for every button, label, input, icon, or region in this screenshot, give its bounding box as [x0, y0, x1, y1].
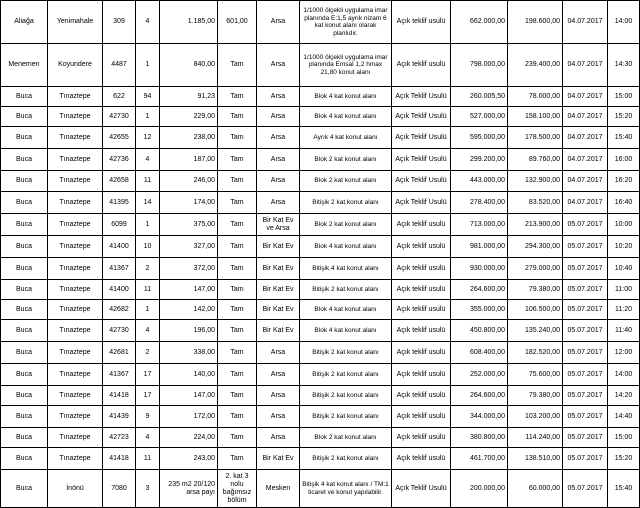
cell-district: Buca	[1, 300, 48, 320]
cell-block: 42730	[103, 320, 136, 342]
cell-deposit: 114.240,00	[508, 428, 563, 448]
cell-parcel: 2	[136, 258, 160, 280]
cell-zoning: Bitişik 4 kat konut alanı	[300, 258, 392, 280]
cell-district: Buca	[1, 470, 48, 508]
cell-area: 235 m2 20/120 arsa payı	[160, 470, 218, 508]
table-row	[1, 470, 640, 508]
table-row	[1, 300, 640, 320]
cell-parcel: 3	[136, 470, 160, 508]
cell-share: Tam	[218, 342, 257, 364]
cell-block: 42723	[103, 428, 136, 448]
cell-auction-method: Açık teklif usulü	[392, 214, 451, 236]
cell-deposit: 83.520,00	[508, 192, 563, 214]
cell-zoning: 1/1000 ölçekli uygulama imar planında E:1,5 ayrık nizam 6 kat konut alanı olarak planlıdır.	[300, 1, 392, 44]
cell-parcel: 4	[136, 320, 160, 342]
cell-time: 15:20	[608, 448, 640, 470]
cell-deposit: 106.500,00	[508, 300, 563, 320]
table-row	[1, 236, 640, 258]
cell-neighborhood: Tınaztepe	[48, 300, 103, 320]
cell-time: 10:00	[608, 214, 640, 236]
cell-area: 196,00	[160, 320, 218, 342]
cell-zoning: Bitişik 4 kat konut alanı / TM:1 ticaret ve konut yapılabilir.	[300, 470, 392, 508]
cell-block: 4487	[103, 44, 136, 87]
cell-zoning: Blok 2 kat konut alanı	[300, 171, 392, 192]
cell-share: Tam	[218, 406, 257, 428]
cell-deposit: 79.380,00	[508, 280, 563, 300]
cell-district: Menemen	[1, 44, 48, 87]
cell-neighborhood: Tınaztepe	[48, 171, 103, 192]
cell-deposit: 138.510,00	[508, 448, 563, 470]
cell-block: 42736	[103, 149, 136, 171]
cell-district: Buca	[1, 364, 48, 386]
cell-area: 243,00	[160, 448, 218, 470]
cell-district: Buca	[1, 127, 48, 149]
cell-area: 142,00	[160, 300, 218, 320]
cell-block: 41418	[103, 386, 136, 406]
cell-parcel: 11	[136, 448, 160, 470]
cell-district: Buca	[1, 448, 48, 470]
cell-district: Buca	[1, 428, 48, 448]
cell-zoning: Bitişik 2 kat konut alanı	[300, 448, 392, 470]
table-row	[1, 107, 640, 127]
cell-district: Buca	[1, 107, 48, 127]
cell-neighborhood: Tınaztepe	[48, 127, 103, 149]
cell-deed-type: Arsa	[257, 107, 300, 127]
table-row	[1, 44, 640, 87]
cell-area: 372,00	[160, 258, 218, 280]
table-row	[1, 406, 640, 428]
cell-area: 840,00	[160, 44, 218, 87]
cell-auction-method: Açık teklif usulü	[392, 364, 451, 386]
cell-block: 7080	[103, 470, 136, 508]
cell-deed-type: Arsa	[257, 87, 300, 107]
cell-date: 05.07.2017	[563, 258, 608, 280]
cell-time: 12:00	[608, 342, 640, 364]
cell-auction-method: Açık Teklif Usulü	[392, 107, 451, 127]
cell-deed-type: Arsa	[257, 127, 300, 149]
cell-estimated-value: 981.000,00	[451, 236, 508, 258]
cell-block: 622	[103, 87, 136, 107]
cell-area: 327,00	[160, 236, 218, 258]
cell-auction-method: Açık teklif usulü	[392, 448, 451, 470]
cell-estimated-value: 930.000,00	[451, 258, 508, 280]
cell-zoning: Bitişik 2 kat konut alanı	[300, 364, 392, 386]
table-row	[1, 280, 640, 300]
cell-district: Buca	[1, 406, 48, 428]
cell-deposit: 213.900,00	[508, 214, 563, 236]
cell-neighborhood: Tınaztepe	[48, 149, 103, 171]
cell-neighborhood: Tınaztepe	[48, 364, 103, 386]
cell-estimated-value: 299.200,00	[451, 149, 508, 171]
cell-estimated-value: 443.000,00	[451, 171, 508, 192]
cell-date: 04.07.2017	[563, 171, 608, 192]
cell-share: Tam	[218, 320, 257, 342]
table-row	[1, 342, 640, 364]
cell-share: Tam	[218, 448, 257, 470]
cell-district: Buca	[1, 386, 48, 406]
cell-district: Buca	[1, 87, 48, 107]
cell-deposit: 79.380,00	[508, 386, 563, 406]
cell-auction-method: Açık teklif usulü	[392, 258, 451, 280]
cell-area: 1.185,00	[160, 1, 218, 44]
cell-time: 15:00	[608, 87, 640, 107]
cell-zoning: Bitişik 2 kat konut alanı	[300, 280, 392, 300]
auction-table-body	[1, 1, 640, 508]
cell-area: 172,00	[160, 406, 218, 428]
cell-deed-type: Arsa	[257, 44, 300, 87]
cell-zoning: Blok 4 kat konut alanı	[300, 300, 392, 320]
cell-date: 05.07.2017	[563, 448, 608, 470]
cell-zoning: Blok 2 kat konut alanı	[300, 214, 392, 236]
cell-auction-method: Açık teklif usulü	[392, 1, 451, 44]
cell-neighborhood: Tınaztepe	[48, 258, 103, 280]
cell-deposit: 182.520,00	[508, 342, 563, 364]
cell-date: 05.07.2017	[563, 364, 608, 386]
cell-deed-type: Arsa	[257, 428, 300, 448]
cell-time: 11:20	[608, 300, 640, 320]
cell-deposit: 60.000,00	[508, 470, 563, 508]
cell-date: 04.07.2017	[563, 1, 608, 44]
cell-estimated-value: 608.400,00	[451, 342, 508, 364]
table-row	[1, 214, 640, 236]
cell-date: 05.07.2017	[563, 470, 608, 508]
cell-deposit: 178.500,00	[508, 127, 563, 149]
cell-deed-type: Arsa	[257, 406, 300, 428]
cell-block: 41439	[103, 406, 136, 428]
cell-date: 05.07.2017	[563, 386, 608, 406]
cell-neighborhood: Tınaztepe	[48, 406, 103, 428]
cell-date: 05.07.2017	[563, 214, 608, 236]
cell-zoning: Blok 4 kat konut alanı	[300, 236, 392, 258]
cell-estimated-value: 264.600,00	[451, 280, 508, 300]
cell-date: 04.07.2017	[563, 87, 608, 107]
cell-share: Tam	[218, 171, 257, 192]
cell-district: Buca	[1, 258, 48, 280]
cell-time: 14:40	[608, 406, 640, 428]
cell-date: 04.07.2017	[563, 127, 608, 149]
cell-estimated-value: 527.000,00	[451, 107, 508, 127]
cell-block: 41400	[103, 280, 136, 300]
table-row	[1, 386, 640, 406]
cell-block: 41418	[103, 448, 136, 470]
cell-share: Tam	[218, 280, 257, 300]
cell-date: 04.07.2017	[563, 149, 608, 171]
cell-district: Aliağa	[1, 1, 48, 44]
cell-deed-type: Bir Kat Ev	[257, 448, 300, 470]
cell-date: 04.07.2017	[563, 44, 608, 87]
cell-block: 42658	[103, 171, 136, 192]
cell-estimated-value: 200.000,00	[451, 470, 508, 508]
cell-parcel: 1	[136, 44, 160, 87]
cell-auction-method: Açık Teklif Usulü	[392, 127, 451, 149]
cell-deposit: 103.200,00	[508, 406, 563, 428]
cell-auction-method: Açık Teklif Usulü	[392, 470, 451, 508]
cell-block: 41400	[103, 236, 136, 258]
cell-district: Buca	[1, 192, 48, 214]
cell-parcel: 2	[136, 342, 160, 364]
table-row	[1, 192, 640, 214]
cell-block: 41367	[103, 258, 136, 280]
table-row	[1, 171, 640, 192]
cell-neighborhood: Tınaztepe	[48, 342, 103, 364]
cell-area: 174,00	[160, 192, 218, 214]
cell-time: 15:40	[608, 127, 640, 149]
cell-block: 41395	[103, 192, 136, 214]
cell-date: 05.07.2017	[563, 236, 608, 258]
cell-share: Tam	[218, 428, 257, 448]
cell-neighborhood: Tınaztepe	[48, 107, 103, 127]
cell-zoning: Ayrık 4 kat konut alanı	[300, 127, 392, 149]
cell-time: 11:40	[608, 320, 640, 342]
cell-date: 04.07.2017	[563, 192, 608, 214]
cell-district: Buca	[1, 214, 48, 236]
cell-deposit: 239.400,00	[508, 44, 563, 87]
cell-estimated-value: 662.000,00	[451, 1, 508, 44]
cell-time: 15:20	[608, 107, 640, 127]
table-row	[1, 1, 640, 44]
cell-parcel: 1	[136, 107, 160, 127]
cell-date: 05.07.2017	[563, 280, 608, 300]
cell-auction-method: Açık Teklif Usulü	[392, 171, 451, 192]
cell-block: 42655	[103, 127, 136, 149]
cell-share: Tam	[218, 149, 257, 171]
cell-estimated-value: 278.400,00	[451, 192, 508, 214]
cell-deposit: 132.900,00	[508, 171, 563, 192]
cell-area: 187,00	[160, 149, 218, 171]
cell-auction-method: Açık teklif usulü	[392, 386, 451, 406]
cell-area: 147,00	[160, 386, 218, 406]
cell-auction-method: Açık teklif usulü	[392, 280, 451, 300]
cell-deed-type: Bir Kat Ev	[257, 320, 300, 342]
cell-date: 05.07.2017	[563, 300, 608, 320]
cell-neighborhood: Koyundere	[48, 44, 103, 87]
cell-auction-method: Açık teklif usulü	[392, 236, 451, 258]
cell-area: 224,00	[160, 428, 218, 448]
cell-share: Tam	[218, 364, 257, 386]
cell-district: Buca	[1, 320, 48, 342]
cell-share: Tam	[218, 214, 257, 236]
cell-auction-method: Açık teklif usulü	[392, 320, 451, 342]
cell-district: Buca	[1, 149, 48, 171]
cell-zoning: Bitişik 2 kat konut alanı	[300, 406, 392, 428]
cell-share: Tam	[218, 300, 257, 320]
cell-zoning: Blok 4 kat konut alanı	[300, 87, 392, 107]
cell-share: 601,00	[218, 1, 257, 44]
cell-date: 04.07.2017	[563, 107, 608, 127]
cell-time: 16:00	[608, 149, 640, 171]
cell-parcel: 4	[136, 149, 160, 171]
cell-deed-type: Mesken	[257, 470, 300, 508]
cell-deposit: 75.600,00	[508, 364, 563, 386]
cell-time: 10:20	[608, 236, 640, 258]
cell-deposit: 158.100,00	[508, 107, 563, 127]
cell-share: Tam	[218, 192, 257, 214]
cell-share: Tam	[218, 236, 257, 258]
cell-auction-method: Açık teklif usulü	[392, 406, 451, 428]
cell-time: 14:00	[608, 364, 640, 386]
table-row	[1, 258, 640, 280]
cell-district: Buca	[1, 280, 48, 300]
cell-neighborhood: Tınaztepe	[48, 320, 103, 342]
cell-neighborhood: Tınaztepe	[48, 236, 103, 258]
cell-date: 05.07.2017	[563, 342, 608, 364]
cell-district: Buca	[1, 236, 48, 258]
cell-estimated-value: 461.700,00	[451, 448, 508, 470]
cell-time: 14:00	[608, 1, 640, 44]
cell-share: Tam	[218, 386, 257, 406]
cell-auction-method: Açık teklif usulü	[392, 342, 451, 364]
cell-time: 14:20	[608, 386, 640, 406]
cell-time: 16:40	[608, 192, 640, 214]
cell-neighborhood: İnönü	[48, 470, 103, 508]
cell-share: 2. kat 3 nolu bağımsız bölüm	[218, 470, 257, 508]
cell-district: Buca	[1, 342, 48, 364]
cell-zoning: Bitişik 2 kat konut alanı	[300, 342, 392, 364]
cell-parcel: 14	[136, 192, 160, 214]
table-row	[1, 320, 640, 342]
cell-deed-type: Arsa	[257, 192, 300, 214]
cell-deposit: 198.600,00	[508, 1, 563, 44]
table-row	[1, 87, 640, 107]
cell-zoning: Blok 4 kat konut alanı	[300, 107, 392, 127]
cell-time: 10:40	[608, 258, 640, 280]
cell-deposit: 89.760,00	[508, 149, 563, 171]
cell-zoning: Blok 4 kat konut alanı	[300, 320, 392, 342]
cell-area: 229,00	[160, 107, 218, 127]
cell-auction-method: Açık teklif usulü	[392, 44, 451, 87]
cell-deed-type: Arsa	[257, 1, 300, 44]
cell-estimated-value: 264.600,00	[451, 386, 508, 406]
cell-block: 309	[103, 1, 136, 44]
cell-estimated-value: 450.800,00	[451, 320, 508, 342]
cell-deed-type: Bir Kat Ev	[257, 258, 300, 280]
cell-deed-type: Bir Kat Ev	[257, 236, 300, 258]
cell-area: 140,00	[160, 364, 218, 386]
table-row	[1, 364, 640, 386]
cell-parcel: 12	[136, 127, 160, 149]
cell-time: 14:30	[608, 44, 640, 87]
cell-auction-method: Açık teklif usulü	[392, 300, 451, 320]
cell-area: 91,23	[160, 87, 218, 107]
cell-parcel: 9	[136, 406, 160, 428]
cell-neighborhood: Tınaztepe	[48, 386, 103, 406]
cell-time: 11:00	[608, 280, 640, 300]
cell-date: 05.07.2017	[563, 320, 608, 342]
cell-zoning: 1/1000 ölçekli uygulama imar planında Emsal 1,2 hmax 21,80 konut alanı	[300, 44, 392, 87]
cell-parcel: 17	[136, 364, 160, 386]
cell-deposit: 294.300,00	[508, 236, 563, 258]
cell-zoning: Blok 2 kat konut alanı	[300, 149, 392, 171]
cell-parcel: 94	[136, 87, 160, 107]
cell-deposit: 135.240,00	[508, 320, 563, 342]
cell-deed-type: Bir Kat Ev	[257, 300, 300, 320]
cell-auction-method: Açık Teklif Usulü	[392, 192, 451, 214]
cell-neighborhood: Tınaztepe	[48, 87, 103, 107]
cell-parcel: 4	[136, 428, 160, 448]
cell-deed-type: Arsa	[257, 386, 300, 406]
cell-estimated-value: 260.005,50	[451, 87, 508, 107]
cell-area: 147,00	[160, 280, 218, 300]
cell-deed-type: Arsa	[257, 171, 300, 192]
table-row	[1, 448, 640, 470]
cell-zoning: Blok 2 kat konut alanı	[300, 428, 392, 448]
cell-time: 15:40	[608, 470, 640, 508]
cell-share: Tam	[218, 44, 257, 87]
cell-block: 42682	[103, 300, 136, 320]
cell-block: 42730	[103, 107, 136, 127]
cell-parcel: 4	[136, 1, 160, 44]
cell-deed-type: Bir Kat Ev	[257, 280, 300, 300]
cell-area: 246,00	[160, 171, 218, 192]
cell-date: 05.07.2017	[563, 406, 608, 428]
cell-neighborhood: Tınaztepe	[48, 280, 103, 300]
cell-neighborhood: Tınaztepe	[48, 428, 103, 448]
table-row	[1, 127, 640, 149]
cell-neighborhood: Tınaztepe	[48, 192, 103, 214]
cell-parcel: 1	[136, 214, 160, 236]
cell-parcel: 1	[136, 300, 160, 320]
cell-estimated-value: 380.800,00	[451, 428, 508, 448]
cell-deed-type: Bir Kat Ev ve Arsa	[257, 214, 300, 236]
cell-district: Buca	[1, 171, 48, 192]
cell-deposit: 78.000,00	[508, 87, 563, 107]
cell-deed-type: Arsa	[257, 342, 300, 364]
cell-share: Tam	[218, 107, 257, 127]
cell-estimated-value: 713.000,00	[451, 214, 508, 236]
cell-parcel: 17	[136, 386, 160, 406]
cell-zoning: Bitişik 2 kat konut alanı	[300, 386, 392, 406]
table-row	[1, 149, 640, 171]
cell-time: 16:20	[608, 171, 640, 192]
cell-deed-type: Arsa	[257, 364, 300, 386]
cell-estimated-value: 252.000,00	[451, 364, 508, 386]
cell-neighborhood: Tınaztepe	[48, 214, 103, 236]
cell-auction-method: Açık Teklif Usulü	[392, 149, 451, 171]
table-row	[1, 428, 640, 448]
cell-parcel: 11	[136, 280, 160, 300]
cell-area: 375,00	[160, 214, 218, 236]
cell-auction-method: Açık Teklif Usulü	[392, 87, 451, 107]
cell-share: Tam	[218, 258, 257, 280]
cell-parcel: 10	[136, 236, 160, 258]
cell-estimated-value: 798.000,00	[451, 44, 508, 87]
cell-share: Tam	[218, 87, 257, 107]
cell-auction-method: Açık teklif usulü	[392, 428, 451, 448]
cell-parcel: 11	[136, 171, 160, 192]
cell-deposit: 279.000,00	[508, 258, 563, 280]
cell-estimated-value: 595.000,00	[451, 127, 508, 149]
cell-time: 15:00	[608, 428, 640, 448]
cell-area: 238,00	[160, 127, 218, 149]
cell-date: 05.07.2017	[563, 428, 608, 448]
cell-estimated-value: 355.000,00	[451, 300, 508, 320]
cell-share: Tam	[218, 127, 257, 149]
cell-block: 41367	[103, 364, 136, 386]
cell-block: 6099	[103, 214, 136, 236]
cell-estimated-value: 344.000,00	[451, 406, 508, 428]
cell-deed-type: Arsa	[257, 149, 300, 171]
cell-zoning: Bitişik 2 kat konut alanı	[300, 192, 392, 214]
cell-block: 42681	[103, 342, 136, 364]
cell-neighborhood: Yenimahale	[48, 1, 103, 44]
cell-area: 338,00	[160, 342, 218, 364]
cell-neighborhood: Tınaztepe	[48, 448, 103, 470]
